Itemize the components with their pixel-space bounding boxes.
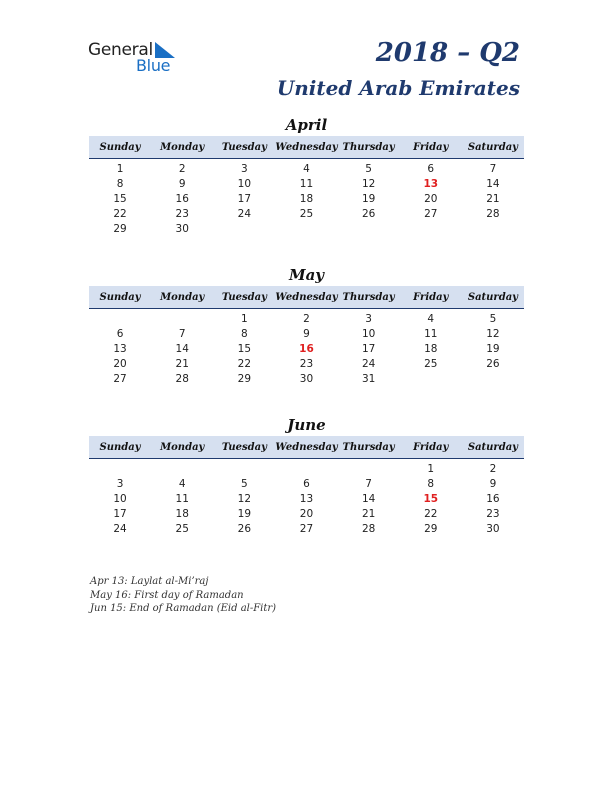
day-cell: 15	[423, 493, 439, 505]
holiday-note: Jun 15: End of Ramadan (Eid al-Fitr)	[90, 603, 277, 614]
day-cell: 11	[175, 493, 189, 505]
day-cell: 4	[178, 478, 186, 490]
day-cell: 16	[299, 343, 314, 355]
weekday-header: Wednesday	[275, 136, 337, 159]
weekday-header: Thursday	[338, 136, 400, 159]
week-row	[89, 177, 524, 192]
day-cell: 10	[113, 493, 127, 505]
weekday-header: Tuesday	[213, 286, 275, 309]
weekday-header: Wednesday	[275, 436, 337, 459]
holiday-note: May 16: First day of Ramadan	[90, 589, 244, 601]
week-row	[89, 372, 524, 387]
day-cell: 9	[178, 178, 186, 190]
holiday-notes	[90, 575, 276, 616]
month-name: May	[288, 266, 325, 284]
day-cell: 23	[486, 508, 500, 520]
day-cell: 10	[237, 178, 252, 190]
week-row	[89, 192, 524, 207]
day-cell: 21	[175, 358, 189, 370]
day-cell: 17	[237, 193, 252, 205]
day-cell	[213, 222, 275, 237]
day-cell: 25	[299, 208, 314, 220]
holiday-note: Apr 13: Laylat al-Mi’raj	[90, 576, 209, 587]
weekday-header: Tuesday	[213, 436, 275, 459]
day-cell: 28	[486, 208, 500, 220]
day-cell	[213, 462, 275, 477]
calendar-grid	[89, 286, 524, 387]
day-cell: 21	[486, 193, 500, 205]
day-cell: 22	[424, 508, 438, 520]
day-cell: 1	[116, 163, 124, 175]
day-cell: 12	[361, 178, 376, 190]
weekday-header: Saturday	[462, 286, 524, 309]
day-cell: 29	[424, 523, 438, 535]
day-cell: 23	[175, 208, 189, 220]
day-cell: 23	[299, 358, 314, 370]
day-cell: 24	[361, 358, 376, 370]
day-cell: 19	[361, 193, 376, 205]
day-cell: 7	[365, 478, 372, 490]
day-cell: 20	[299, 508, 314, 520]
day-cell: 25	[424, 358, 438, 370]
day-cell: 25	[175, 523, 189, 535]
day-cell	[151, 312, 213, 327]
weekday-header: Thursday	[338, 436, 400, 459]
day-cell: 5	[489, 313, 497, 325]
day-cell: 27	[299, 523, 314, 535]
day-cell: 14	[486, 178, 500, 190]
day-cell: 14	[361, 493, 376, 505]
day-cell: 30	[299, 373, 314, 385]
day-cell: 10	[361, 328, 376, 340]
month-june	[89, 414, 524, 537]
logo-text-blue: Blue	[136, 56, 171, 75]
brand-logo	[88, 40, 188, 76]
weekday-header: Friday	[400, 436, 462, 459]
month-april	[89, 114, 524, 237]
day-cell: 22	[113, 208, 127, 220]
weekday-header: Monday	[151, 286, 213, 309]
page-title: 2018 – Q2	[375, 38, 520, 68]
day-cell: 2	[489, 463, 497, 475]
weekday-header: Friday	[400, 136, 462, 159]
day-cell: 12	[237, 493, 252, 505]
day-cell: 28	[175, 373, 189, 385]
week-row	[89, 342, 524, 357]
day-cell: 8	[427, 478, 435, 490]
day-cell: 19	[237, 508, 252, 520]
day-cell	[400, 222, 462, 237]
day-cell: 14	[175, 343, 189, 355]
day-cell: 15	[113, 193, 127, 205]
weekday-header: Wednesday	[275, 286, 337, 309]
week-row	[89, 357, 524, 372]
month-name: June	[287, 416, 326, 434]
day-cell: 19	[486, 343, 500, 355]
day-cell: 11	[424, 328, 438, 340]
day-cell: 27	[424, 208, 438, 220]
weekday-header: Monday	[151, 436, 213, 459]
weekday-header: Saturday	[462, 436, 524, 459]
day-cell: 17	[113, 508, 127, 520]
week-row	[89, 312, 524, 327]
week-row	[89, 492, 524, 507]
day-cell: 2	[178, 163, 186, 175]
day-cell	[462, 222, 524, 237]
day-cell: 27	[113, 373, 127, 385]
day-cell: 24	[113, 523, 127, 535]
week-row	[89, 222, 524, 237]
day-cell	[338, 462, 400, 477]
day-cell: 6	[427, 163, 435, 175]
day-cell: 4	[427, 313, 435, 325]
week-row	[89, 507, 524, 522]
day-cell: 18	[299, 193, 314, 205]
day-cell: 18	[175, 508, 189, 520]
day-cell: 1	[241, 313, 248, 325]
calendar-grid	[89, 436, 524, 537]
day-cell: 16	[175, 193, 189, 205]
day-cell: 22	[237, 358, 252, 370]
day-cell	[89, 312, 151, 327]
week-row	[89, 207, 524, 222]
day-cell: 3	[365, 313, 372, 325]
day-cell	[275, 462, 337, 477]
day-cell	[275, 222, 337, 237]
day-cell: 11	[299, 178, 314, 190]
weekday-header: Saturday	[462, 136, 524, 159]
day-cell: 30	[175, 223, 189, 235]
day-cell: 26	[237, 523, 252, 535]
day-cell: 7	[178, 328, 186, 340]
day-cell: 5	[365, 163, 372, 175]
day-cell	[400, 372, 462, 387]
day-cell: 17	[361, 343, 376, 355]
day-cell: 8	[241, 328, 248, 340]
weekday-header: Thursday	[338, 286, 400, 309]
day-cell: 29	[113, 223, 127, 235]
day-cell: 3	[241, 163, 248, 175]
day-cell: 13	[423, 178, 439, 190]
day-cell: 13	[113, 343, 127, 355]
day-cell: 21	[361, 508, 376, 520]
week-row	[89, 327, 524, 342]
day-cell: 7	[489, 163, 497, 175]
day-cell: 15	[237, 343, 252, 355]
day-cell	[89, 462, 151, 477]
month-name: April	[285, 116, 328, 134]
day-cell	[462, 372, 524, 387]
day-cell: 18	[424, 343, 438, 355]
day-cell: 2	[303, 313, 310, 325]
day-cell: 26	[361, 208, 376, 220]
page-subtitle: United Arab Emirates	[276, 76, 520, 100]
week-row	[89, 462, 524, 477]
day-cell: 9	[303, 328, 310, 340]
weekday-header: Monday	[151, 136, 213, 159]
calendar-grid	[89, 136, 524, 237]
weekday-header: Friday	[400, 286, 462, 309]
week-row	[89, 162, 524, 177]
day-cell: 20	[424, 193, 438, 205]
day-cell: 26	[486, 358, 500, 370]
day-cell: 16	[486, 493, 500, 505]
week-row	[89, 477, 524, 492]
logo-text-general: General	[88, 40, 153, 60]
day-cell	[338, 222, 400, 237]
day-cell: 24	[237, 208, 252, 220]
day-cell: 28	[361, 523, 376, 535]
week-row	[89, 522, 524, 537]
day-cell: 31	[361, 373, 376, 385]
day-cell: 3	[116, 478, 124, 490]
day-cell: 4	[303, 163, 310, 175]
weekday-header: Sunday	[89, 136, 151, 159]
weekday-header: Sunday	[89, 286, 151, 309]
day-cell: 1	[427, 463, 435, 475]
month-may	[89, 264, 524, 387]
day-cell: 30	[486, 523, 500, 535]
day-cell: 29	[237, 373, 252, 385]
day-cell: 6	[116, 328, 124, 340]
day-cell	[151, 462, 213, 477]
weekday-header: Sunday	[89, 436, 151, 459]
day-cell: 13	[299, 493, 314, 505]
day-cell: 20	[113, 358, 127, 370]
day-cell: 8	[116, 178, 124, 190]
day-cell: 6	[303, 478, 310, 490]
day-cell: 12	[486, 328, 500, 340]
weekday-header: Tuesday	[213, 136, 275, 159]
day-cell: 5	[241, 478, 248, 490]
day-cell: 9	[489, 478, 497, 490]
